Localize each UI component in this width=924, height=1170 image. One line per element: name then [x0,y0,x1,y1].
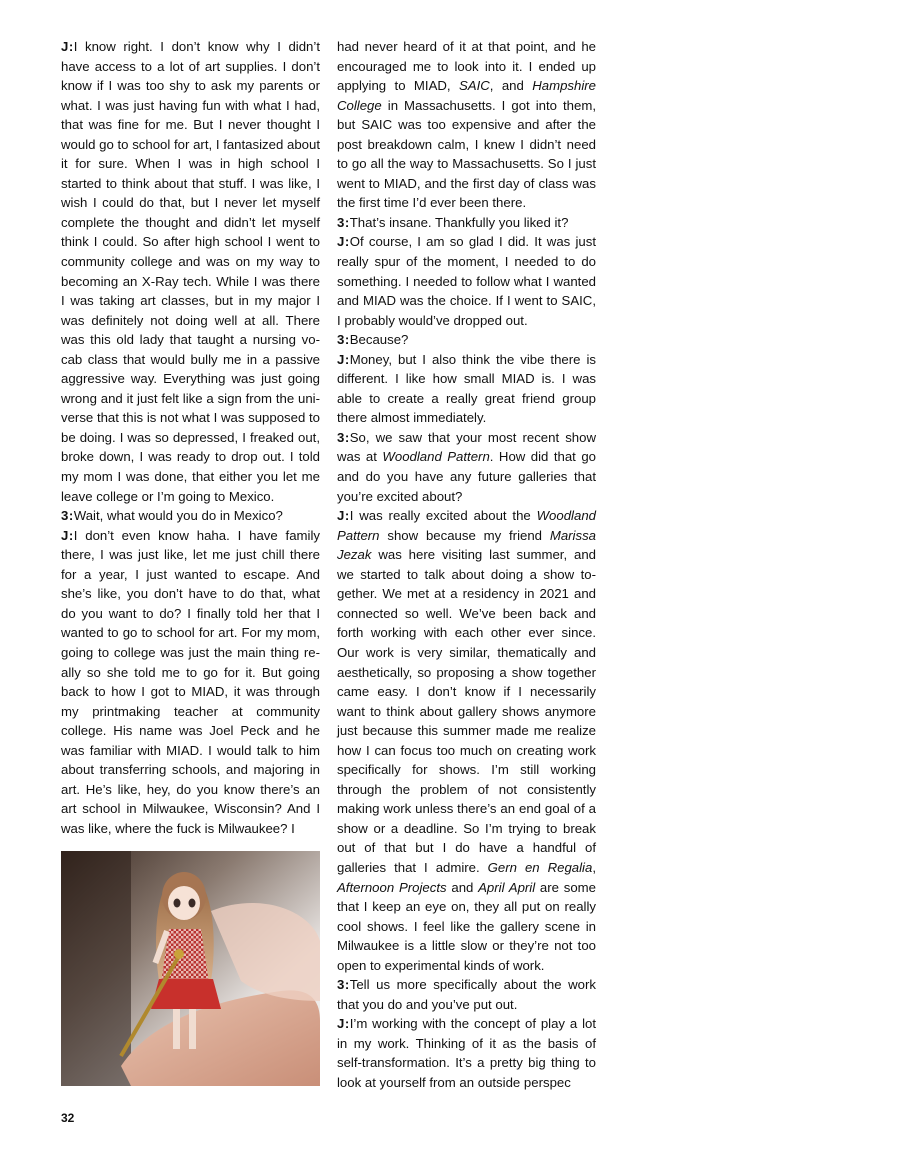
paragraph-text: I’m working with the concept of play a lot in my work. Thinking of it as the basis of self-transformation. It’s a pretty big thing to look at yourself from an outside perspec [337,1016,596,1090]
interview-column-right [337,37,596,1093]
paragraph-text: I was really excited about the [349,508,537,524]
interview-paragraph [337,975,596,1014]
paragraph-text: Of course, I am so glad I did. It was just really spur of the moment, I needed to do something. I needed to follow what I wanted and MIAD was the choice. If I went to SAIC, I probably would’ve dropped out. [337,234,596,328]
speaker-label: 3: [337,429,350,445]
paragraph-text: Wait, what would you do in Mexico? [73,508,283,524]
paragraph-text: I don’t even know haha. I have family there, I was just like, let me just chill there for a year, I just wanted to escape. And she’s like, you don’t have to do that, what do you want to do? I finally told her that I wanted to go to school for art. For my mom, going to college was just the main thing really so she told me to go for it. But going back to how I got to MIAD, it was through my printmaking teacher at community college. His name was Joel Peck and he was familiar with MIAD. I would talk to him about transferring schools, and majoring in art. He’s like, hey, do you know there’s an art school in Milwaukee, Wisconsin? And I was like, where the fuck is Milwaukee? I [61,527,320,836]
italic-title: Woodland Pattern [382,449,490,465]
interview-paragraph [61,526,320,839]
speaker-label: 3: [337,214,350,230]
speaker-label: J: [61,39,74,54]
italic-title: Hampshire College [337,78,597,113]
interview-paragraph [337,428,596,506]
interview-paragraph [337,232,596,330]
interview-paragraph [337,213,596,233]
italic-title: SAIC [458,78,490,94]
interview-column-left [61,37,320,838]
speaker-label: 3: [337,977,350,993]
speaker-label: J: [337,351,350,367]
paragraph-text: Money, but I also think the vibe there is different. I like how small MIAD is. I was able to create a really great friend group there almost immediately. [337,351,596,426]
interview-paragraph [337,330,596,350]
paragraph-text: was here visiting last summer, and we started to talk about doing a show together. We met at a residency in 2021 and connected so well. We’ve been back and forth working with each other ever since. Our work is very similar, thematically and aesthetically, so proposing a show together came easy. I don’t know if I necessarily want to think about gallery shows anymore just because this summer made me realize how I can focus too much on creating work specifically for shows. I’m still working through the problem of not consistently making work unless there’s an end goal of a show or a deadline. So I’m trying to break out of that but I do have a handful of galleries that I admire. [337,547,596,875]
paragraph-text: in Massachusetts. I got into them, but SAIC was too expensive and after the post breakdown calm, I knew I didn’t need to go all the way to Massachusetts. So I just went to MIAD, and the first day of class was the first time I’d ever been there. [337,97,596,211]
interview-paragraph [337,506,596,975]
paragraph-text: are some that I keep an eye on, they all put on really cool shows. I feel like the gallery scene in Milwaukee is a little slow or they’re not too open to experimental kinds of work. [337,879,597,973]
speaker-label: 3: [337,332,350,348]
paragraph-text: , and [489,78,533,94]
paragraph-text: . How did that go and do you have any future galleries that you’re excited about? [337,449,596,504]
italic-title: April April [478,879,536,895]
speaker-label: J: [337,234,350,250]
interview-paragraph [337,1014,596,1092]
paragraph-text: Tell us more specifically about the work that you do and you’ve put out. [337,977,596,1012]
interview-paragraph [61,506,320,526]
interview-paragraph [337,350,596,428]
interview-paragraph [61,37,320,506]
paragraph-text: I know right. I don’t know why I didn’t have access to a lot of art supplies. I don’t know if I was too shy to ask my parents or what. I was just having fun with what I had, that was fine for me. But I never thought I would go to school for art, I fantasized about it for sure. When I was in high school I started to think about that stuff. I was like, I wish I could do that, but I never let myself complete the thought and didn’t let myself think I could. So after high school I went to community college and was on my way to becoming an X-Ray tech. While I was there I was taking art classes, but in my major I was definitely not doing well at all. There was this old lady that taught a nursing vocab class that would bully me in a passive aggressive way. Everything was just going wrong and it just felt like a sign from the universe that this is not what I was supposed to be doing. I was so depressed, I freaked out, broke down, I was ready to drop out. I told my mom I was done, that either you let me leave college or I’m going to Mexico. [61,39,320,504]
page-number: 32 [61,1111,75,1125]
paragraph-text: , [592,859,596,875]
italic-title: Gern en Regalia [487,859,593,875]
paragraph-text: had never heard of it at that point, and he encouraged me to look into it. I ended up applying to MIAD, [337,39,596,94]
paragraph-text: That’s insane. Thankfully you liked it? [349,214,569,230]
paragraph-text: and [446,879,479,895]
paragraph-text: Because? [349,332,409,348]
paragraph-text: So, we saw that your most recent show was at [337,429,596,465]
italic-title: Afternoon Projects [337,879,447,895]
speaker-label: 3: [61,508,74,524]
speaker-label: J: [337,508,350,524]
paragraph-text: show because my friend [379,527,550,543]
doll-photo [61,851,320,1086]
italic-title: Marissa Jezak [337,527,596,563]
speaker-label: J: [337,1016,350,1032]
speaker-label: J: [61,527,74,543]
italic-title: Woodland Pattern [337,508,596,543]
interview-paragraph [337,37,596,213]
